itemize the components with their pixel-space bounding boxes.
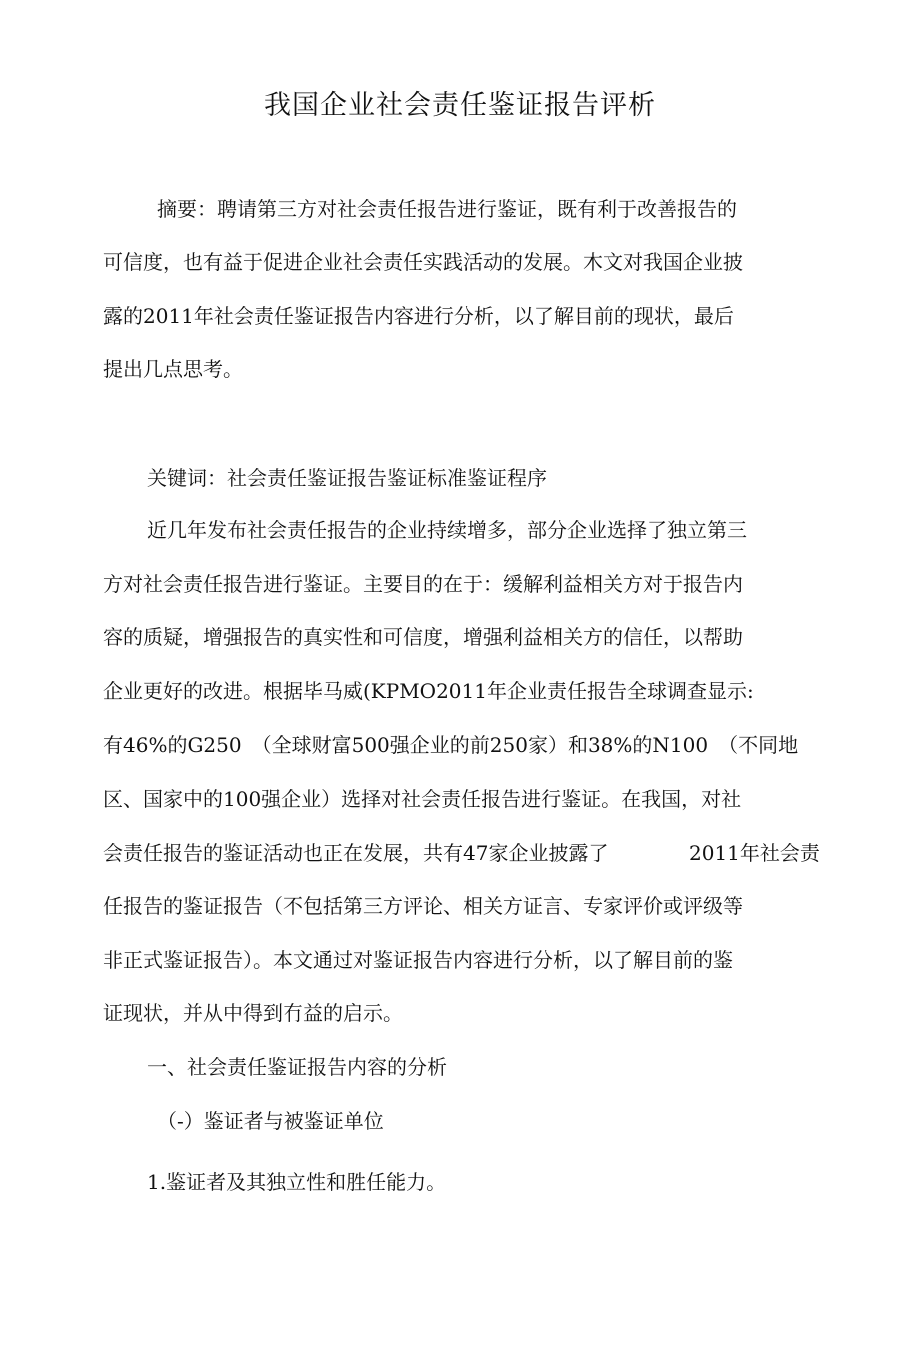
subsection-heading: （-）鉴证者与被鉴证单位 [157, 1109, 384, 1133]
body-line-4: 企业更好的改进。根据毕马威(KPMO2011年企业责任报告全球调查显示: [103, 679, 754, 703]
body-line-7a: 会责任报告的鉴证活动也正在发展，共有47家企业披露了 [103, 841, 609, 865]
body-line-2: 方对社会责任报告进行鉴证。主要目的在于：缓解利益相关方对于报告内 [103, 572, 743, 596]
abstract-line-1: 摘要：聘请第三方对社会责任报告进行鉴证，既有利于改善报告的 [157, 197, 737, 221]
body-line-7b: 2011年社会责 [689, 841, 820, 865]
body-line-9: 非正式鉴证报告）。本文通过对鉴证报告内容进行分析，以了解目前的鉴 [103, 948, 733, 972]
body-line-8: 任报告的鉴证报告（不包括第三方评论、相关方证言、专家评价或评级等 [103, 894, 743, 918]
body-line-10: 证现状，并从中得到冇益的启示。 [103, 1001, 403, 1025]
abstract-line-4: 提出几点思考。 [103, 357, 243, 381]
document-title: 我国企业社会责任鉴证报告评析 [264, 90, 656, 121]
body-line-3: 容的质疑，增强报告的真实性和可信度，增强利益相关方的信任，以帮助 [103, 625, 743, 649]
abstract-line-3: 露的2011年社会责任鉴证报告内容进行分析，以了解目前的现状，最后 [103, 304, 734, 328]
body-line-5: 有46%的G250 （全球财富500强企业的前250家）和38%的N100 （不同地 [103, 733, 799, 757]
body-line-6: 区、国家中的100强企业）选择对社会责任报告进行鉴证。在我国，对社 [103, 787, 742, 811]
abstract-line-2: 可信度，也有益于促进企业社会责任实践活动的发展。木文对我国企业披 [103, 250, 743, 274]
item-heading: 1.鉴证者及其独立性和胜任能力。 [147, 1170, 447, 1194]
body-line-1: 近几年发布社会责任报告的企业持续增多，部分企业选择了独立第三 [147, 518, 747, 542]
keywords: 关键词：社会责任鉴证报告鉴证标准鉴证程序 [147, 466, 547, 490]
section-heading: 一、社会责任鉴证报告内容的分析 [147, 1055, 447, 1079]
